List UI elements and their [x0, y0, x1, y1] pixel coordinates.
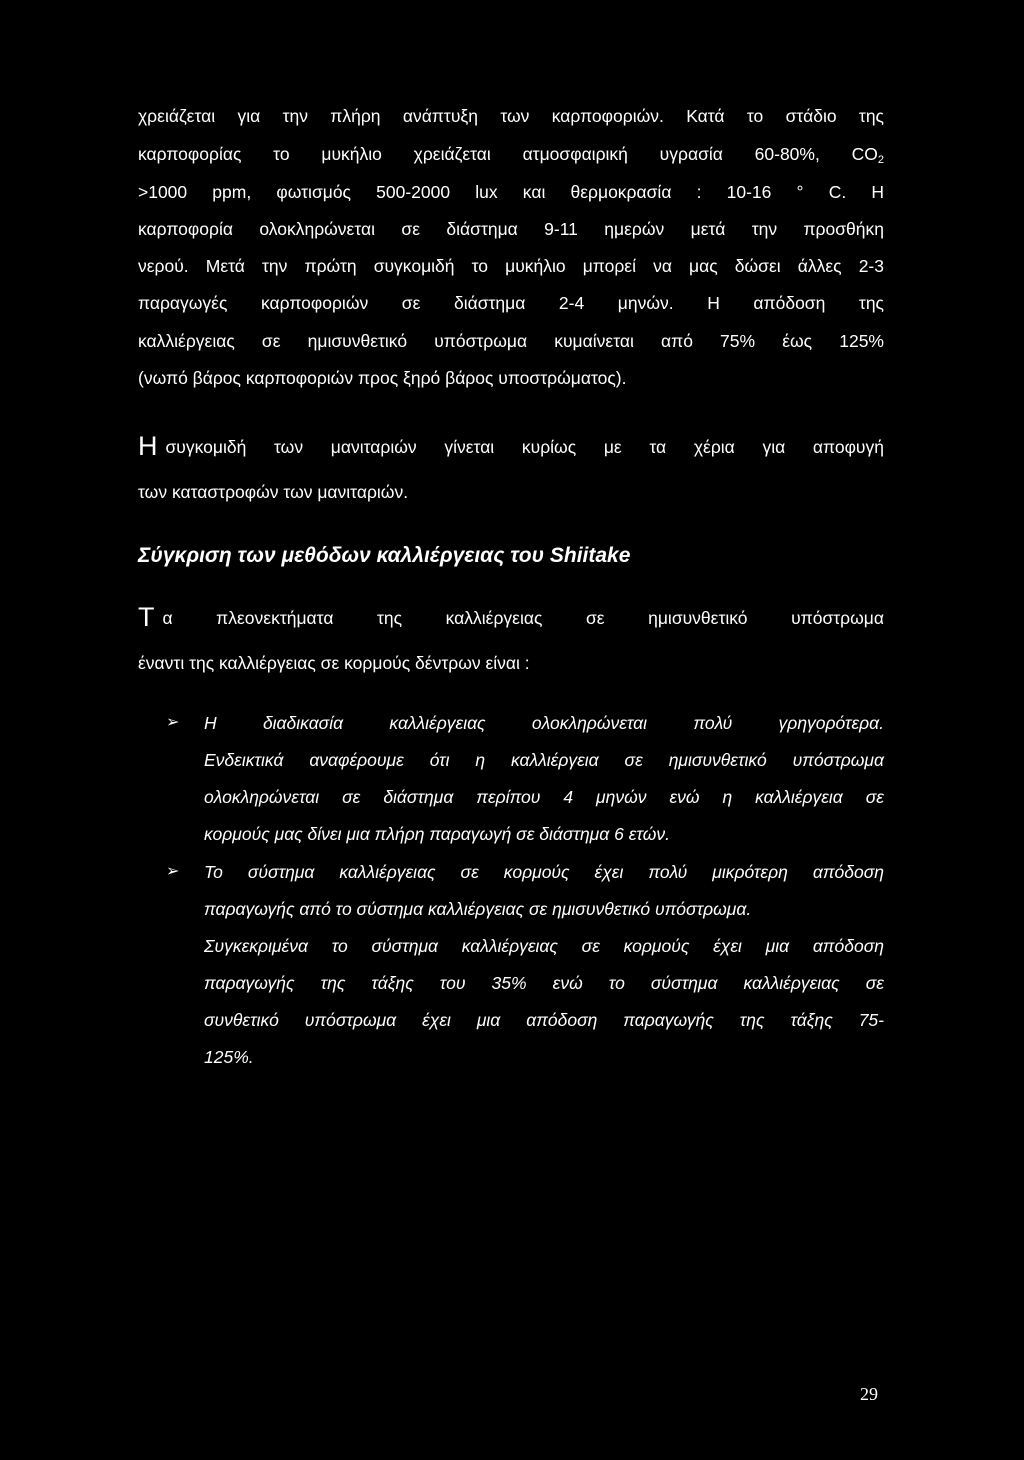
text-line [138, 431, 884, 461]
list-item-line: παραγωγής της τάξης του 35% ενώ το σύστημα καλλιέργειας σε [204, 973, 884, 993]
text-line: (νωπό βάρος καρποφοριών προς ξηρό βάρος υποστρώματος). [138, 368, 627, 388]
text-line: καλλιέργειας σε ημισυνθετικό υπόστρωμα κυμαίνεται από 75% έως 125% [138, 331, 884, 351]
text-line: νερού. Μετά την πρώτη συγκομιδή το μυκήλιο μπορεί να μας δώσει άλλες 2-3 [138, 256, 884, 276]
text-line-rest: συγκομιδή των μανιταριών γίνεται κυρίως με τα χέρια για αποφυγή [165, 437, 884, 457]
list-item-line: κορμούς μας δίνει μια πλήρη παραγωγή σε διάστημα 6 ετών. [204, 824, 670, 844]
text-line: έναντι της καλλιέργειας σε κορμούς δέντρων είναι : [138, 653, 530, 673]
list-item-line: 125%. [204, 1047, 254, 1067]
list-item-line: παραγωγής από το σύστημα καλλιέργειας σε ημισυνθετικό υπόστρωμα. [204, 899, 752, 919]
drop-cap: Τ [138, 602, 155, 632]
text-line-rest: α πλεονεκτήματα της καλλιέργειας σε ημισυνθετικό υπόστρωμα [162, 608, 884, 628]
section-heading: Σύγκριση των μεθόδων καλλιέργειας του Shiitake [138, 544, 631, 567]
list-item-line: Το σύστημα καλλιέργειας σε κορμούς έχει πολύ μικρότερη απόδοση [204, 862, 884, 882]
list-item-line: ολοκληρώνεται σε διάστημα περίπου 4 μηνών ενώ η καλλιέργεια σε [204, 787, 884, 807]
arrow-bullet-icon: ➢ [166, 863, 180, 880]
text-line: >1000 ppm, φωτισμός 500-2000 lux και θερμοκρασία : 10-16 ° C. Η [138, 182, 884, 202]
text-line: των καταστροφών των μανιταριών. [138, 482, 409, 502]
drop-cap: Η [138, 431, 158, 461]
list-item-line: Ενδεικτικά αναφέρουμε ότι η καλλιέργεια σε ημισυνθετικό υπόστρωμα [204, 750, 884, 770]
list-item-line: συνθετικό υπόστρωμα έχει μια απόδοση παραγωγής της τάξης 75- [204, 1010, 884, 1030]
text-line: χρειάζεται για την πλήρη ανάπτυξη των καρποφοριών. Κατά το στάδιο της [138, 106, 884, 126]
list-item-line: Η διαδικασία καλλιέργειας ολοκληρώνεται πολύ γρηγορότερα. [204, 713, 884, 733]
text-line: καρποφορία ολοκληρώνεται σε διάστημα 9-11 ημερών μετά την προσθήκη [138, 219, 884, 239]
text-line: παραγωγές καρποφοριών σε διάστημα 2-4 μηνών. Η απόδοση της [138, 293, 884, 313]
text-line [138, 602, 884, 632]
page-number: 29 [860, 1384, 878, 1404]
text-line [138, 142, 884, 172]
arrow-bullet-icon: ➢ [166, 714, 180, 731]
subscript: 2 [877, 154, 884, 166]
text-line-main: καρποφορίας το μυκήλιο χρειάζεται ατμοσφαιρική υγρασία 60-80%, CO [138, 144, 878, 164]
list-item-line: Συγκεκριμένα το σύστημα καλλιέργειας σε κορμούς έχει μια απόδοση [204, 936, 884, 956]
